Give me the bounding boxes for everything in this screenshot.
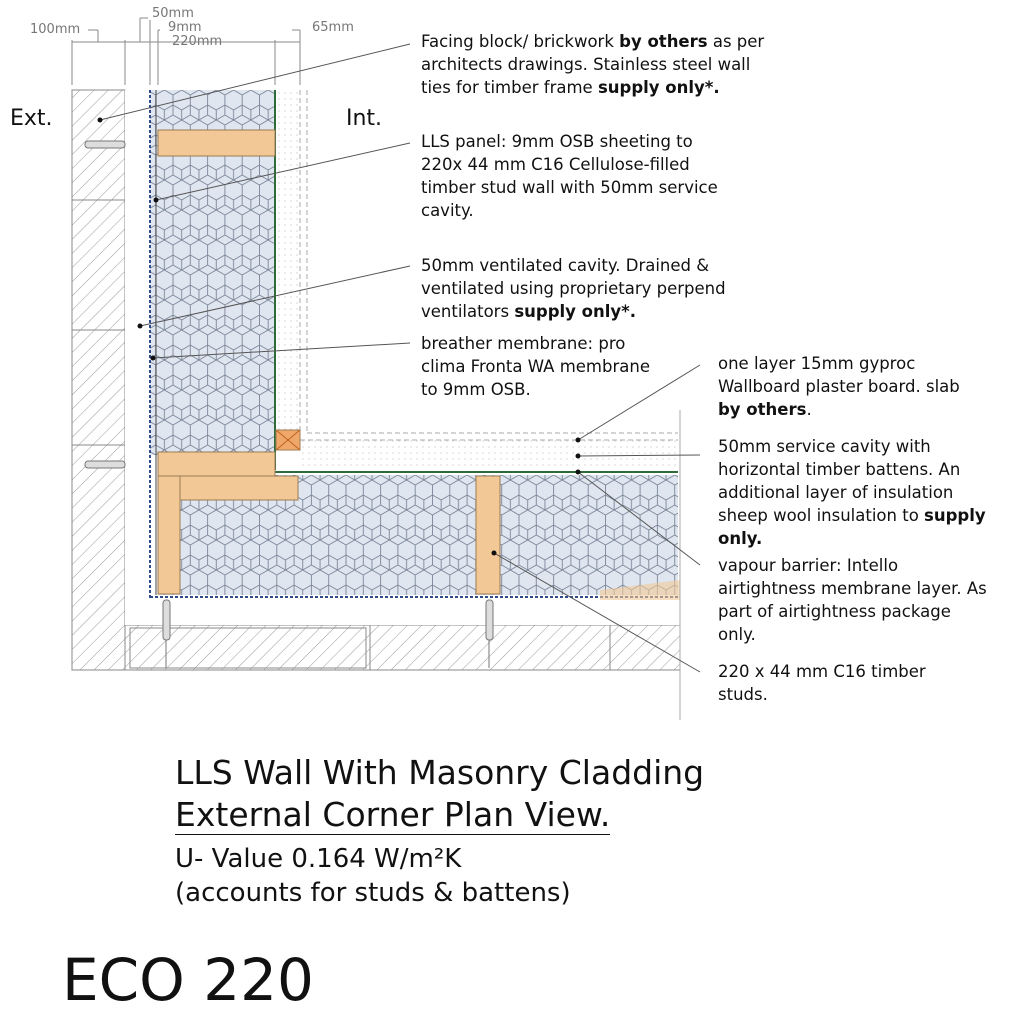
- title-line-1: LLS Wall With Masonry Cladding: [175, 753, 705, 792]
- note-ventilated-cavity: 50mm ventilated cavity. Drained & ventilated using proprietary perpend ventilators supply only*.: [421, 256, 726, 321]
- note-service-cavity: 50mm service cavity with horizontal timber battens. An additional layer of insulation sheep wool insulation to supply only.: [718, 437, 986, 548]
- u-value-note: (accounts for studs & battens): [175, 878, 571, 908]
- dimension-50mm: 50mm: [152, 6, 194, 21]
- note-timber-studs: 220 x 44 mm C16 timber studs.: [718, 662, 926, 704]
- note-facing-brickwork: Facing block/ brickwork by others as per architects drawings. Stainless steel wall ties for timber frame supply only*.: [421, 32, 765, 97]
- product-name: ECO 220: [62, 946, 314, 1014]
- ventilated-cavity: [125, 90, 150, 625]
- dimension-65mm: 65mm: [312, 20, 354, 35]
- label-external: Ext.: [10, 106, 53, 131]
- note-vapour-barrier: vapour barrier: Intello airtightness membrane layer. As part of airtightness package only.: [718, 556, 987, 644]
- note-breather-membrane: breather membrane: pro clima Fronta WA membrane to 9mm OSB.: [421, 334, 650, 399]
- dimension-220mm: 220mm: [172, 34, 223, 49]
- label-internal: Int.: [346, 106, 383, 131]
- note-lls-panel: LLS panel: 9mm OSB sheeting to 220x 44 mm C16 Cellulose-filled timber stud wall with 50mm service cavity.: [421, 132, 718, 220]
- dimension-100mm: 100mm: [30, 22, 81, 37]
- title-line-2: External Corner Plan View.: [175, 795, 611, 834]
- dimension-9mm: 9mm: [168, 20, 202, 35]
- u-value: U- Value 0.164 W/m²K: [175, 844, 462, 874]
- note-gyproc-board: one layer 15mm gyproc Wallboard plaster board. slab by others.: [718, 354, 960, 419]
